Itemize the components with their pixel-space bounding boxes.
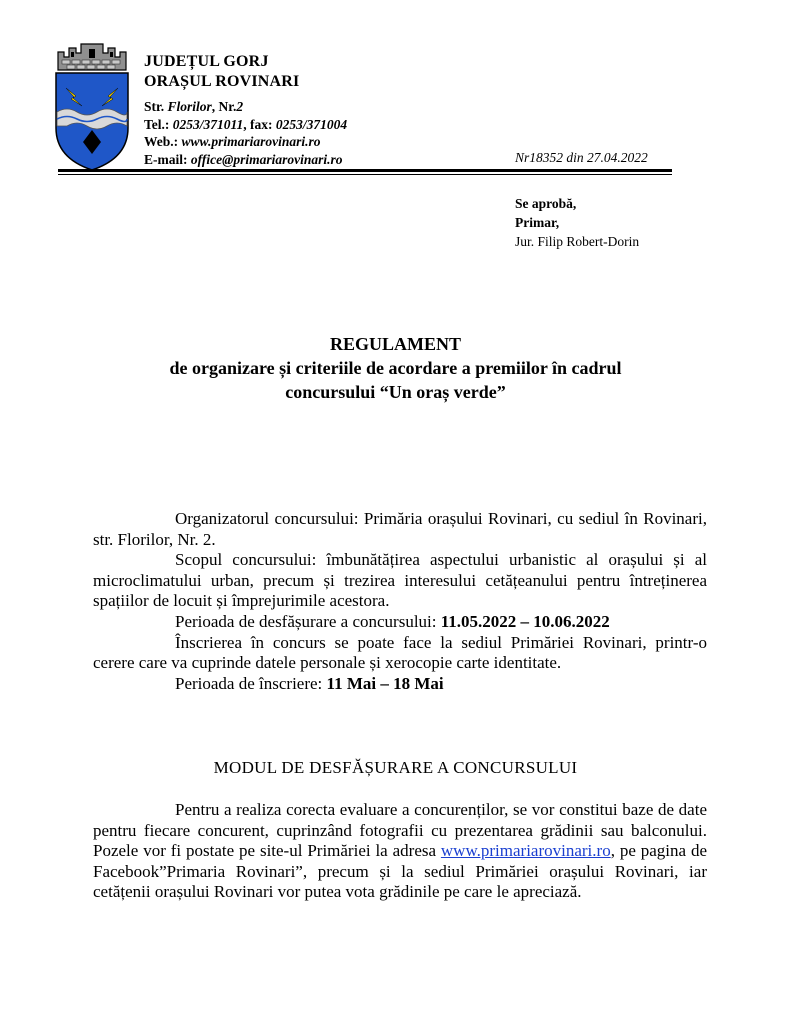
web-line (144, 133, 347, 151)
rovinari-crest-icon (52, 40, 132, 172)
header-divider-thick (58, 169, 672, 172)
web-address: www.primariarovinari.ro (181, 134, 321, 149)
email-line (144, 151, 347, 169)
registration-period-label: Perioada de înscriere: (175, 673, 327, 693)
procedure-section (93, 800, 707, 903)
contact-block (144, 98, 347, 168)
email-address: office@primariarovinari.ro (190, 151, 343, 167)
contest-period-label: Perioada de desfășurare a concursului: (175, 611, 441, 631)
procedure-text-end: , pe pagina de Facebook”Primaria Rovinari”, precum și la sediul Primăriei orașului Rovinari, iar cetățenii orașului Rovinari vor putea vota grădinile pe care le apreciază. (93, 841, 707, 902)
letterhead (144, 52, 299, 92)
approval-line-2: Primar, (515, 215, 560, 230)
organizer-paragraph: Organizatorul concursului: Primăria orașului Rovinari, cu sediul în Rovinari, str. Florilor, Nr. 2. (93, 509, 707, 549)
county-name: JUDEȚUL GORJ (144, 53, 269, 70)
document-subtitle-1: de organizare și criteriile de acordare a premiilor în cadrul (169, 358, 622, 378)
contest-period-paragraph (93, 612, 707, 633)
town-name: ORAȘUL ROVINARI (144, 73, 300, 90)
address-line (144, 98, 347, 116)
purpose-paragraph: Scopul concursului: îmbunătățirea aspectului urbanistic al orașului și al microclimatului urban, precum și trezirea interesului cetățeanului pentru întreținerea spațiilor de locuit și împrejurimile acestora. (93, 550, 707, 611)
tel-number: 0253/371011 (172, 116, 244, 132)
approval-signatory: Jur. Filip Robert-Dorin (515, 234, 640, 249)
address-label: Str. (144, 99, 165, 114)
registration-number: Nr18352 din 27.04.2022 (515, 150, 648, 165)
approval-block (515, 194, 639, 251)
tel-label: Tel.: (144, 116, 170, 132)
registration-paragraph: Înscrierea în concurs se poate face la sediul Primăriei Rovinari, printr-o cerere care va cuprinde datele personale și xerocopie carte identitate. (93, 632, 707, 673)
email-label: E-mail: (144, 151, 188, 167)
fax-label: , fax: (243, 116, 273, 132)
address-nr-label: , Nr. (211, 99, 237, 114)
registration-period-paragraph (93, 674, 707, 695)
document-subtitle-2: concursului “Un oraș verde” (285, 382, 506, 402)
website-link[interactable]: www.primariarovinari.ro (440, 841, 611, 861)
procedure-text-start: Pentru a realiza corecta evaluare a concurenților, se vor constitui baze de date pentru fiecare concurent, cuprinzând fotografii cu prezentarea grădinii sau balconului. Pozele vor fi postate pe site-ul Primăriei la adresa (93, 800, 707, 861)
address-street: Florilor (167, 99, 212, 114)
approval-line-1: Se aprobă, (515, 196, 577, 211)
address-nr: 2 (236, 99, 244, 114)
document-title: REGULAMENT (329, 334, 461, 354)
intro-section (93, 509, 707, 694)
phone-line (144, 116, 347, 134)
fax-number: 0253/371004 (275, 116, 348, 132)
section-heading: MODUL DE DESFĂȘURARE A CONCURSULUI (213, 758, 578, 777)
registration-period-dates: 11 Mai – 18 Mai (326, 673, 444, 693)
web-label: Web.: (144, 134, 179, 149)
header-divider-thin (58, 174, 672, 175)
contest-period-dates: 11.05.2022 – 10.06.2022 (440, 611, 610, 631)
procedure-paragraph (93, 800, 707, 903)
